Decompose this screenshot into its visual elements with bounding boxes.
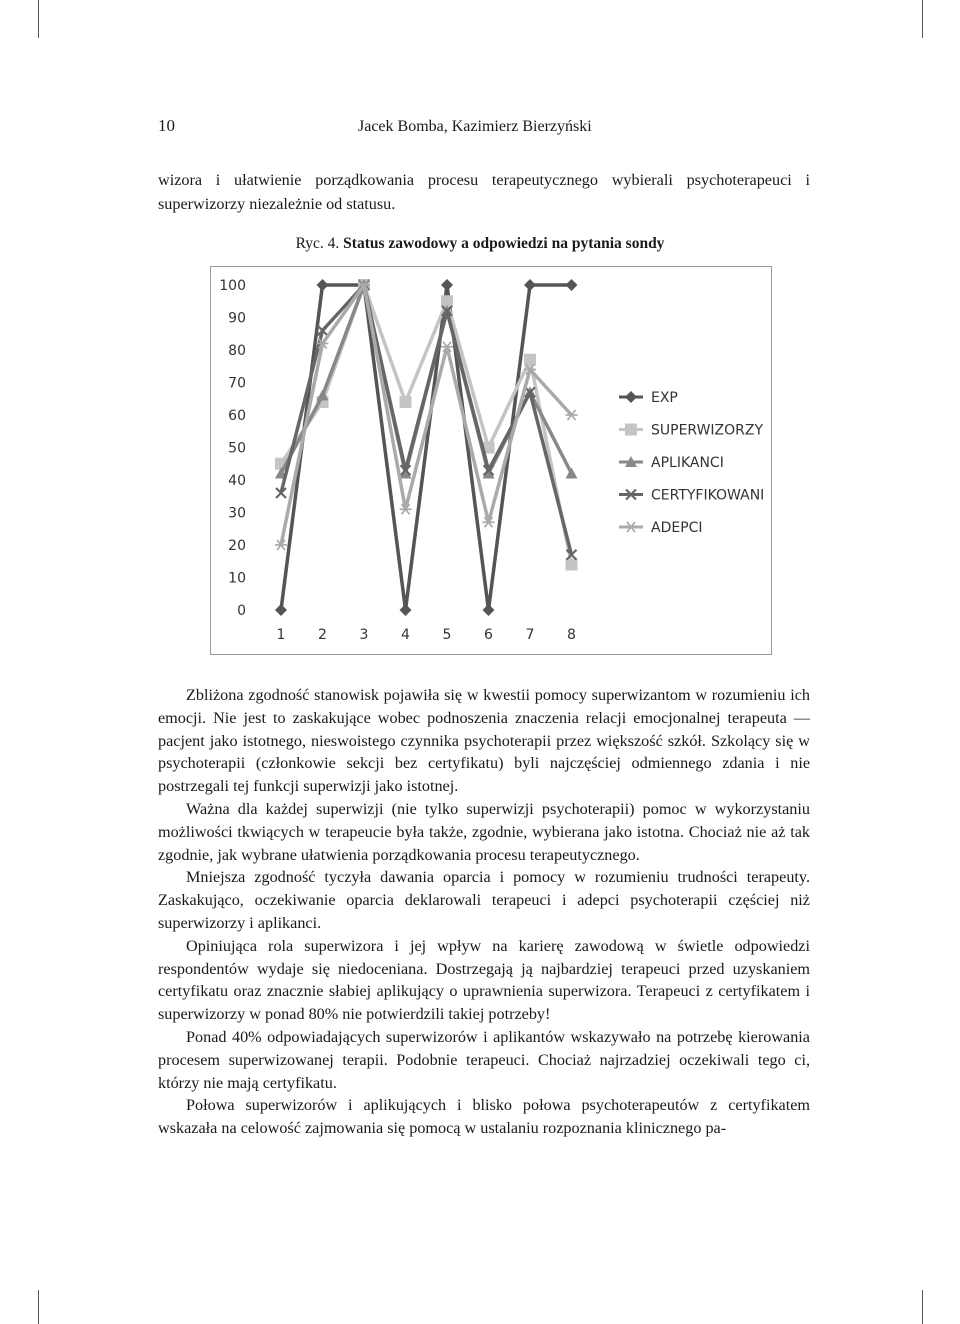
- paragraph: Opiniująca rola superwizora i jej wpływ na karierę zawodową w świetle odpowiedzi respondentów wydaje się niedoceniana. Dostrzegają ją najbardziej terapeuci przed uzyskaniem certyfikatu oraz znacznie słabiej aplikujący o uprawnienia superwizora. Terapeuci z certyfikatem i superwizorzy w ponad 80% nie potwierdzili takiej potrzeby!: [158, 936, 810, 1024]
- figure-label: Ryc. 4.: [295, 235, 340, 252]
- crop-mark-top-left: [38, 0, 39, 38]
- x-tick-label: 7: [525, 627, 535, 643]
- crop-mark-top-right: [922, 0, 923, 38]
- y-tick-label: 40: [228, 473, 246, 489]
- x-axis: [277, 627, 576, 643]
- x-tick-label: 8: [567, 627, 576, 643]
- x-tick-label: 5: [442, 627, 452, 643]
- y-tick-label: 20: [228, 538, 246, 554]
- legend-label: EXP: [651, 390, 678, 406]
- y-tick-label: 0: [237, 603, 246, 619]
- data-point: [625, 424, 637, 436]
- legend-label: APLIKANCI: [651, 455, 724, 471]
- chart-series: [275, 279, 578, 616]
- line-chart: [211, 267, 771, 654]
- series-adepci: [275, 280, 578, 550]
- y-tick-label: 30: [228, 505, 246, 522]
- figure-title: Status zawodowy a odpowiedzi na pytania sondy: [343, 235, 665, 252]
- data-point: [625, 522, 637, 532]
- chart-frame: [210, 266, 772, 655]
- data-point: [566, 468, 578, 479]
- data-point: [524, 354, 536, 366]
- crop-mark-bottom-right: [922, 1290, 923, 1324]
- paragraph: Ważna dla każdej superwizji (nie tylko superwizji psychoterapii) pomoc w wykorzystaniu możliwości tkwiących w terapeucie była także, zgodnie, wybierana jako istotna. Chociaż nie aż tak zgodnie, jak wybrane ułatwienia porządkowania procesu terapeutycznego.: [158, 799, 810, 864]
- legend-label: ADEPCI: [651, 520, 703, 536]
- page-number: 10: [158, 116, 175, 135]
- y-tick-label: 80: [228, 343, 246, 359]
- data-point: [400, 604, 412, 616]
- paragraph: Połowa superwizorów i aplikujących i blisko połowa psychoterapeutów z certyfikatem wskazała na celowość zajmowania się pomocą w ustalaniu rozpoznania klinicznego pa-: [158, 1096, 810, 1138]
- legend-item: [619, 455, 724, 471]
- x-tick-label: 4: [401, 627, 410, 643]
- y-tick-label: 100: [219, 278, 246, 294]
- data-point: [524, 279, 536, 291]
- data-point: [400, 396, 412, 408]
- paragraph: Ponad 40% odpowiadających superwizorów i aplikantów wskazywało na potrzebę kierowania procesem superwizowanej terapii. Podobnie terapeuci. Chociaż najrzadziej oczekiwali tego ci, którzy nie mają certyfikatu.: [158, 1027, 810, 1092]
- series-line: [281, 285, 572, 545]
- data-point: [566, 279, 578, 291]
- chart-legend: [619, 390, 764, 536]
- legend-item: [619, 423, 763, 439]
- legend-item: [619, 488, 764, 504]
- x-tick-label: 3: [359, 627, 369, 643]
- running-head: Jacek Bomba, Kazimierz Bierzyński: [358, 118, 592, 135]
- series-certyfikowani: [276, 280, 577, 560]
- y-tick-label: 90: [228, 310, 246, 327]
- legend-label: CERTYFIKOWANI: [651, 487, 765, 504]
- data-point: [275, 604, 287, 616]
- data-point: [317, 279, 329, 291]
- data-point: [625, 391, 637, 403]
- y-tick-label: 60: [228, 408, 246, 424]
- intro-paragraph: wizora i ułatwienie porządkowania procesu terapeutycznego wybierali psychoterapeuci i superwizorzy niezależnie od statusu.: [158, 171, 810, 213]
- x-tick-label: 1: [276, 627, 286, 643]
- y-tick-label: 50: [228, 440, 246, 457]
- crop-mark-bottom-left: [38, 1290, 39, 1324]
- paragraph: Zbliżona zgodność stanowisk pojawiła się w kwestii pomocy superwizantom w rozumieniu ich emocji. Nie jest to zaskakujące wobec podnoszenia znaczenia relacji emocjonalnej terapeuta — pacjent jako istotnego, nieswoistego czynnika psychoterapii przez większość szkół. Szkolący się w psychoterapii (członkowie sekcji bez certyfikatu) byli najczęściej odmiennego zdania i nie postrzegali tej funkcji superwizji jako istotnej.: [158, 686, 810, 796]
- x-tick-label: 6: [484, 627, 493, 643]
- y-axis: [219, 278, 246, 619]
- data-point: [441, 279, 453, 291]
- data-point: [483, 604, 495, 616]
- figure-caption: [0, 235, 960, 253]
- series-line: [281, 285, 572, 555]
- paragraph: Mniejsza zgodność tyczyła dawania oparcia i pomocy w rozumieniu trudności terapeuty. Zaskakująco, oczekiwanie oparcia deklarowali terapeuci i adepci psychoterapii częściej niż superwizorzy i aplikanci.: [158, 868, 810, 932]
- legend-label: SUPERWIZORZY: [651, 422, 764, 439]
- legend-item: [619, 390, 678, 406]
- legend-item: [619, 520, 703, 536]
- body-text: [158, 684, 810, 1140]
- y-tick-label: 70: [228, 375, 246, 392]
- y-tick-label: 10: [228, 570, 246, 587]
- x-tick-label: 2: [318, 627, 327, 643]
